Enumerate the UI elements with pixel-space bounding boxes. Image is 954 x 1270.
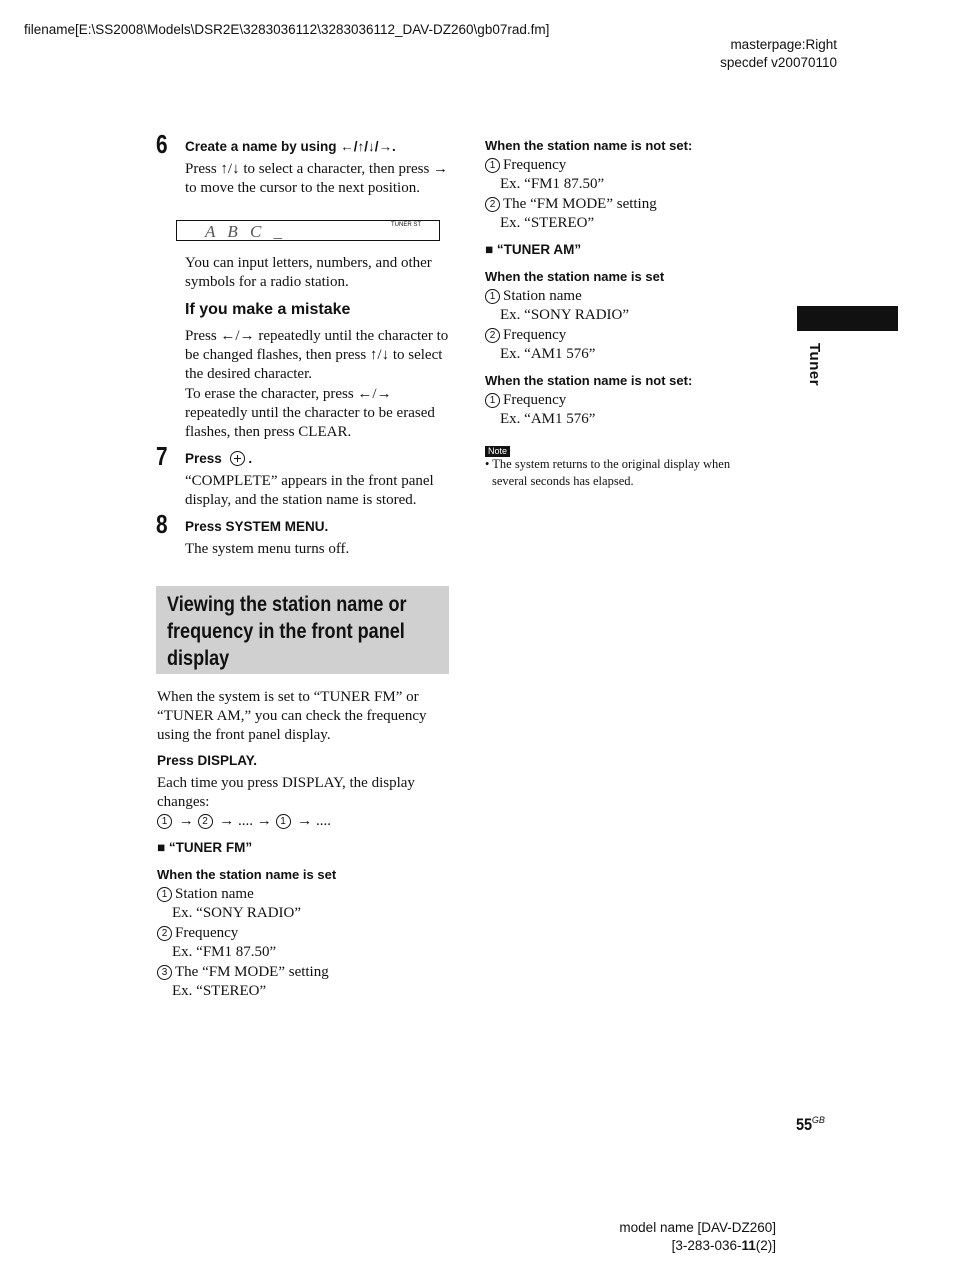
section-intro: When the system is set to “TUNER FM” or “TUNER AM,” you can check the frequency using the front panel display.: [157, 689, 427, 743]
am-notset-list: [485, 391, 765, 430]
side-tab-bar: [797, 306, 898, 331]
step-8-number: 8: [156, 509, 168, 539]
list-item: 3 The “FM MODE” setting Ex. “STEREO”: [157, 963, 447, 1001]
side-tab-label: Tuner: [806, 343, 823, 387]
step-7-text: “COMPLETE” appears in the front panel display, and the station name is stored.: [185, 473, 434, 508]
am-set-heading: When the station name is set: [485, 269, 665, 284]
mistake-text-1: Press ←/→ repeatedly until the character to be changed flashes, then press ↑/↓ to select the desired character.: [185, 328, 449, 382]
list-item: 2 The “FM MODE” setting Ex. “STEREO”: [485, 195, 765, 233]
tuner-fm-heading: ■ “TUNER FM”: [157, 840, 253, 855]
number-circle: 1: [157, 887, 172, 902]
step-8-text: The system menu turns off.: [185, 541, 350, 557]
footer-code: [3-283-036-11(2)]: [671, 1238, 776, 1253]
number-circle: 1: [485, 393, 500, 408]
step-8-title: Press SYSTEM MENU.: [185, 519, 329, 534]
number-circle: 2: [157, 926, 172, 941]
am-notset-heading: When the station name is not set:: [485, 373, 693, 388]
press-display-instruction: Press DISPLAY.: [157, 753, 258, 768]
step-6-title: Create a name by using ←/↑/↓/→.: [185, 139, 396, 154]
step-6-text-2: You can input letters, numbers, and other symbols for a radio station.: [185, 255, 432, 290]
enter-button-icon: [230, 451, 245, 466]
note-badge: Note: [485, 441, 510, 459]
section-banner: [156, 586, 449, 674]
fm-set-list: [157, 885, 447, 1002]
sequence-circle-2: 2: [198, 814, 213, 829]
sequence-circle-1: 1: [157, 814, 172, 829]
mistake-text-2: To erase the character, press ←/→ repeatedly until the character to be erased flashes, then press CLEAR.: [185, 386, 435, 440]
list-item: 1 Station name Ex. “SONY RADIO”: [157, 885, 447, 923]
each-time-text: Each time you press DISPLAY, the display changes:: [157, 775, 415, 810]
number-circle: 3: [157, 965, 172, 980]
page-number: $55^{GB}$: [796, 1115, 825, 1134]
display-sequence: 1 → 2 → .... → 1 → ....: [157, 812, 331, 831]
number-circle: 1: [485, 158, 500, 173]
step-7-title: Press: [185, 451, 222, 466]
number-circle: 2: [485, 197, 500, 212]
step-7-title-row: Press .: [185, 451, 253, 466]
section-title: Viewing the station name or frequency in the front panel display: [167, 593, 407, 670]
header-masterpage: masterpage:Right: [730, 37, 837, 52]
header-meta: [720, 36, 837, 72]
footer: [619, 1219, 776, 1255]
am-set-list: [485, 287, 765, 365]
note-text: • The system returns to the original display when several seconds has elapsed.: [485, 457, 731, 488]
list-item: 1 Station name Ex. “SONY RADIO”: [485, 287, 765, 325]
front-panel-display: [176, 220, 440, 241]
sequence-circle-3: 1: [276, 814, 291, 829]
step-6-text: Press ↑/↓ to select a character, then press → to move the cursor to the next position.: [185, 161, 449, 196]
number-circle: 1: [485, 289, 500, 304]
fm-set-heading: When the station name is set: [157, 867, 337, 882]
list-item: 2 Frequency Ex. “AM1 576”: [485, 326, 765, 364]
footer-model: model name [DAV-DZ260]: [619, 1220, 776, 1235]
step-7-number: 7: [156, 441, 168, 471]
step-6-number: 6: [156, 129, 168, 159]
fm-notset-heading: When the station name is not set:: [485, 138, 693, 153]
mistake-heading: If you make a mistake: [185, 301, 351, 318]
number-circle: 2: [485, 328, 500, 343]
fm-notset-list: [485, 156, 765, 234]
tuner-am-heading: ■ “TUNER AM”: [485, 242, 582, 257]
header-filename: filename[E:\SS2008\Models\DSR2E\3283036112\3283036112_DAV-DZ260\gb07rad.fm]: [24, 22, 550, 37]
list-item: 2 Frequency Ex. “FM1 87.50”: [157, 924, 447, 962]
header-specdef: specdef v20070110: [720, 55, 837, 70]
list-item: 1 Frequency Ex. “FM1 87.50”: [485, 156, 765, 194]
display-characters: A B C _: [205, 222, 287, 241]
list-item: 1 Frequency Ex. “AM1 576”: [485, 391, 765, 429]
display-tuner-indicator: TUNER ST: [391, 222, 421, 228]
